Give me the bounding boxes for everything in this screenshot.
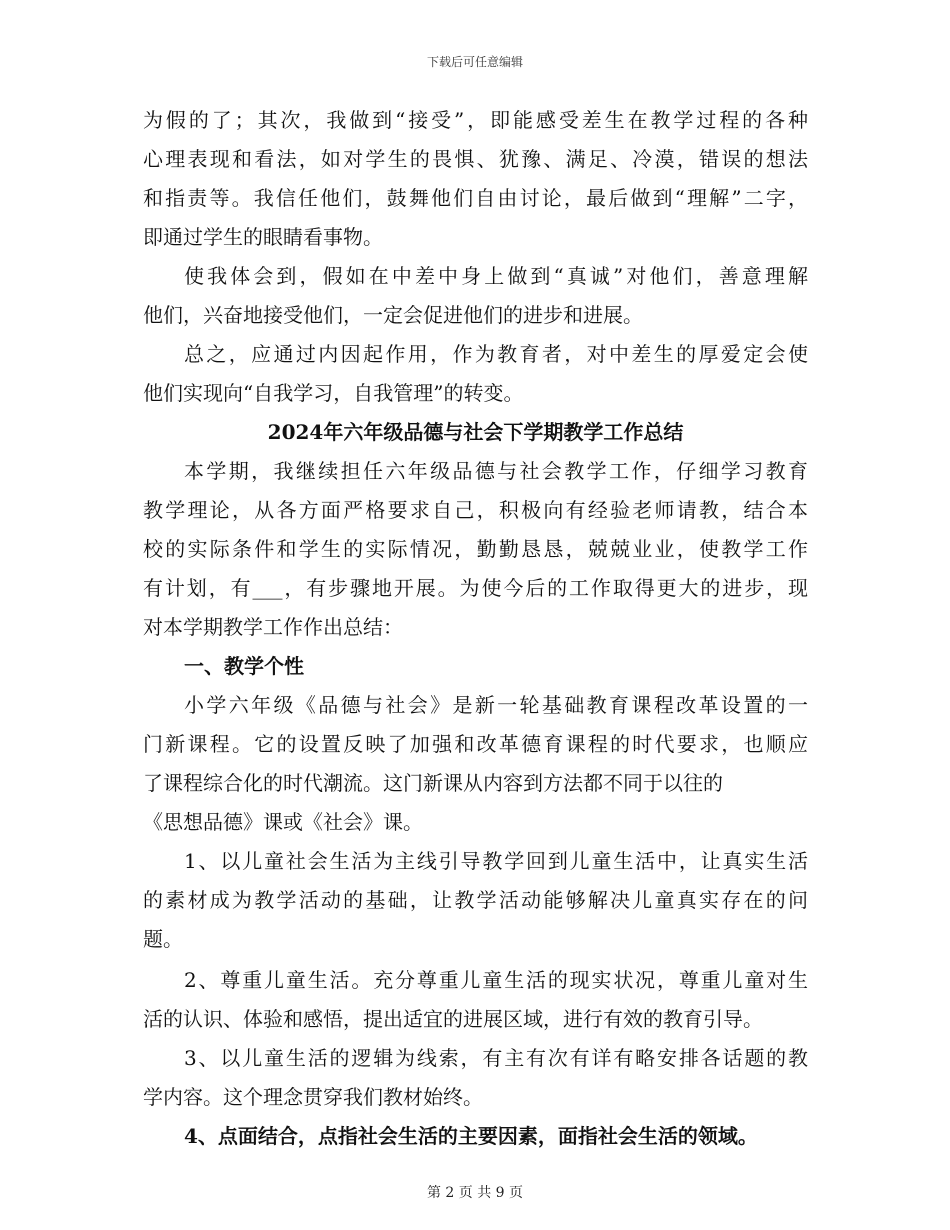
text-line: 校的实际条件和学生的实际情况，勤勤恳恳，兢兢业业，使教学工作 (143, 537, 808, 561)
paragraph-point-1 (143, 842, 808, 959)
paragraph-intro (143, 452, 808, 647)
text-line: 2、尊重儿童生活。充分尊重儿童生活的现实状况，尊重儿童对生 (184, 968, 808, 992)
text-line: 他们，兴奋地接受他们，一定会促进他们的进步和进展。 (143, 303, 643, 327)
text-line: 3、以儿童生活的逻辑为线索，有主有次有详有略安排各话题的教 (184, 1046, 808, 1070)
text-line: 对本学期教学工作作出总结： (143, 615, 403, 639)
paragraph-continuation (143, 101, 808, 257)
text-line: 使我体会到，假如在中差中身上做到“真诚”对他们，善意理解 (184, 264, 808, 288)
paragraph-point-2 (143, 961, 808, 1039)
text-line: 《思想品德》课或《社会》课。 (143, 810, 423, 834)
text-line: 为假的了；其次，我做到“接受”，即能感受差生在教学过程的各种 (143, 108, 808, 132)
paragraph-course-overview (143, 686, 808, 842)
section-title: 2024年六年级品德与社会下学期教学工作总结 (267, 420, 684, 444)
text-line: 有计划，有___，有步骤地开展。为使今后的工作取得更大的进步，现 (143, 576, 808, 600)
text-line: 心理表现和看法，如对学生的畏惧、犹豫、满足、冷漠，错误的想法 (143, 147, 808, 171)
text-line: 和指责等。我信任他们，鼓舞他们自由讨论，最后做到“理解”二字， (143, 186, 808, 210)
text-line: 他们实现向“自我学习，自我管理”的转变。 (143, 381, 524, 405)
subsection-heading: 一、教学个性 (184, 654, 304, 678)
text-line: 本学期，我继续担任六年级品德与社会教学工作，仔细学习教育 (184, 459, 808, 483)
paragraph-point-4: 4、点面结合，点指社会生活的主要因素，面指社会生活的领域。 (184, 1124, 758, 1148)
document-body (143, 101, 808, 1156)
page-number: 第 2 页 共 9 页 (426, 1185, 524, 1201)
text-line: 题。 (143, 927, 183, 951)
text-line: 教学理论，从各方面严格要求自己，积极向有经验老师请教，结合本 (143, 498, 808, 522)
text-line: 1、以儿童社会生活为主线引导教学回到儿童生活中，让真实生活 (184, 849, 808, 873)
text-line: 总之，应通过内因起作用，作为教育者，对中差生的厚爱定会使 (184, 342, 808, 366)
text-line: 学内容。这个理念贯穿我们教材始终。 (143, 1085, 483, 1109)
paragraph-point-3 (143, 1039, 808, 1117)
text-line: 活的认识、体验和感悟，提出适宜的进展区域，进行有效的教育引导。 (143, 1007, 763, 1031)
text-line: 的素材成为教学活动的基础，让教学活动能够解决儿童真实存在的问 (143, 888, 808, 912)
paragraph-sincerity (143, 257, 808, 335)
text-line: 小学六年级《品德与社会》是新一轮基础教育课程改革设置的一 (184, 693, 808, 717)
paragraph-conclusion (143, 335, 808, 413)
text-line: 即通过学生的眼睛看事物。 (143, 225, 383, 249)
text-line: 门新课程。它的设置反映了加强和改革德育课程的时代要求，也顺应 (143, 732, 808, 756)
text-line: 了课程综合化的时代潮流。这门新课从内容到方法都不同于以往的 (143, 771, 723, 795)
header-note: 下载后可任意编辑 (426, 55, 523, 69)
